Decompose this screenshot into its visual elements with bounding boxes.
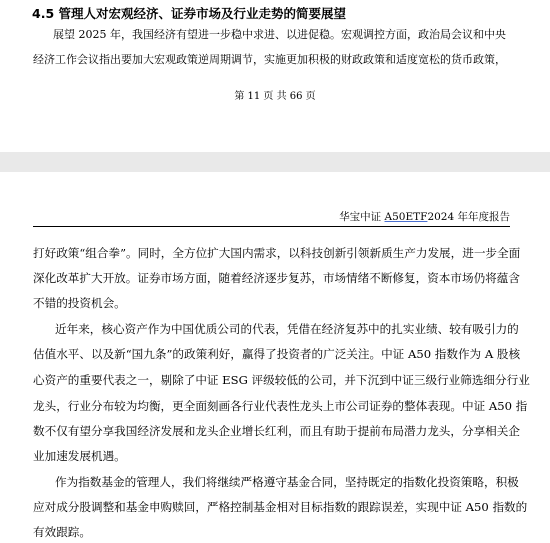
paragraph-line: 业加速发展机遇。 bbox=[33, 449, 126, 463]
paragraph-line: 不错的投资机会。 bbox=[33, 296, 126, 310]
running-header bbox=[339, 209, 510, 224]
header-rule bbox=[33, 226, 510, 227]
page-number-footer: 第 11 页 共 66 页 bbox=[234, 91, 316, 102]
paragraph-line: 作为指数基金的管理人，我们将继续严格遵守基金合同，坚持既定的指数化投资策略，积极 bbox=[55, 475, 519, 489]
report-page-11 bbox=[0, 0, 550, 152]
paragraph-line: 展望 2025 年，我国经济有望进一步稳中求进、以进促稳。宏观调控方面，政治局会议和中央 bbox=[53, 28, 506, 41]
paragraph-line: 深化改革扩大开放。证券市场方面，随着经济逐步复苏，市场情绪不断修复，资本市场仍将蕴含 bbox=[33, 271, 520, 285]
running-header-prefix: 华宝中证 bbox=[339, 211, 385, 223]
paragraph-line: 经济工作会议指出要加大宏观政策逆周期调节，实施更加积极的财政政策和适度宽松的货币政策， bbox=[33, 53, 506, 66]
page-separator bbox=[0, 152, 550, 172]
section-heading: 4.5 管理人对宏观经济、证券市场及行业走势的简要展望 bbox=[32, 6, 346, 21]
paragraph-line: 心资产的重要代表之一，剔除了中证 ESG 评级较低的公司，并下沉到中证三级行业筛选细分行业 bbox=[33, 373, 530, 387]
fund-code-link[interactable]: A50ETF bbox=[384, 211, 428, 223]
paragraph-line: 打好政策“组合拳”。同时，全方位扩大国内需求，以科技创新引领新质生产力发展，进一步全面 bbox=[33, 246, 521, 260]
paragraph-line: 数不仅有望分享我国经济发展和龙头企业增长红利，而且有助于提前布局潜力龙头，分享相关企 bbox=[33, 424, 520, 438]
paragraph-line: 应对成分股调整和基金申购赎回，严格控制基金相对目标指数的跟踪误差，实现中证 A50 指数的 bbox=[33, 500, 528, 514]
paragraph-line: 估值水平、以及新“国九条”的政策利好，赢得了投资者的广泛关注。中证 A50 指数作为 A 股核 bbox=[33, 347, 521, 361]
running-header-suffix: 2024 年年度报告 bbox=[427, 211, 510, 223]
report-page-12 bbox=[0, 172, 550, 543]
paragraph-line: 有效跟踪。 bbox=[33, 525, 91, 539]
paragraph-line: 龙头，行业分布较为均衡，更全面刻画各行业代表性龙头上市公司证券的整体表现。中证 A50 指 bbox=[33, 399, 528, 413]
paragraph-line: 近年来，核心资产作为中国优质公司的代表，凭借在经济复苏中的扎实业绩、较有吸引力的 bbox=[55, 322, 519, 336]
